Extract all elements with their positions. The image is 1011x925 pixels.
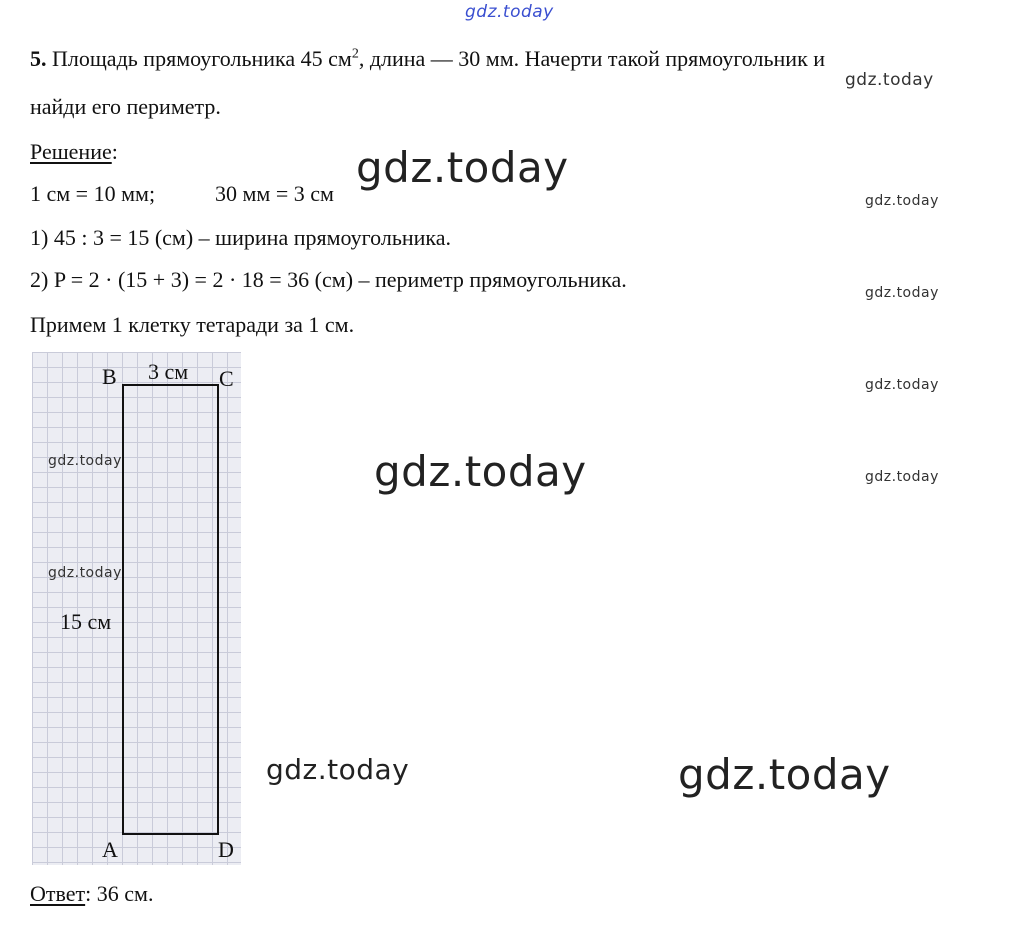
- watermark: gdz.today: [865, 193, 939, 209]
- watermark: gdz.today: [865, 469, 939, 485]
- watermark: gdz.today: [865, 377, 939, 393]
- solution-heading-colon: :: [111, 139, 118, 164]
- watermark: gdz.today: [374, 447, 587, 496]
- top-side-label: 3 см: [148, 359, 189, 384]
- watermark: gdz.today: [48, 565, 122, 581]
- watermark: gdz.today: [266, 753, 410, 786]
- answer-label: Ответ: [30, 881, 86, 906]
- watermark: gdz.today: [865, 285, 939, 301]
- vertex-a: A: [102, 837, 118, 862]
- problem-text-1a: Площадь прямоугольника 45 см: [52, 46, 352, 71]
- vertex-b: B: [102, 364, 117, 389]
- watermark: gdz.today: [845, 70, 934, 90]
- answer: [30, 881, 153, 907]
- problem-line-2: найди его периметр.: [30, 94, 221, 119]
- left-side-label: 15 см: [60, 609, 112, 634]
- problem-number: 5.: [30, 46, 47, 71]
- solution-note: Примем 1 клетку тетаради за 1 см.: [30, 312, 355, 337]
- solution-step-2: 2) P = 2 · (15 + 3) = 2 · 18 = 36 (см) – периметр прямоугольника.: [30, 267, 627, 292]
- problem-superscript: 2: [351, 46, 359, 62]
- conversion-1: 1 см = 10 мм;: [30, 181, 156, 206]
- rectangle-abcd: [122, 384, 219, 835]
- watermark: gdz.today: [678, 750, 891, 799]
- conversion-2: 30 мм = 3 см: [215, 181, 334, 206]
- solution-heading: [30, 139, 118, 165]
- vertex-c: C: [219, 366, 234, 391]
- problem-text-1b: , длина — 30 мм. Начерти такой прямоугольник и: [358, 46, 826, 71]
- answer-value: : 36 см.: [85, 881, 154, 906]
- solution-step-1: 1) 45 : 3 = 15 (см) – ширина прямоугольника.: [30, 225, 452, 250]
- watermark: gdz.today: [48, 453, 122, 469]
- problem-line-1: [30, 46, 825, 72]
- vertex-d: D: [218, 837, 234, 862]
- solution-heading-text: Решение: [30, 139, 112, 164]
- watermark: gdz.today: [356, 143, 569, 192]
- watermark-top: gdz.today: [465, 2, 554, 22]
